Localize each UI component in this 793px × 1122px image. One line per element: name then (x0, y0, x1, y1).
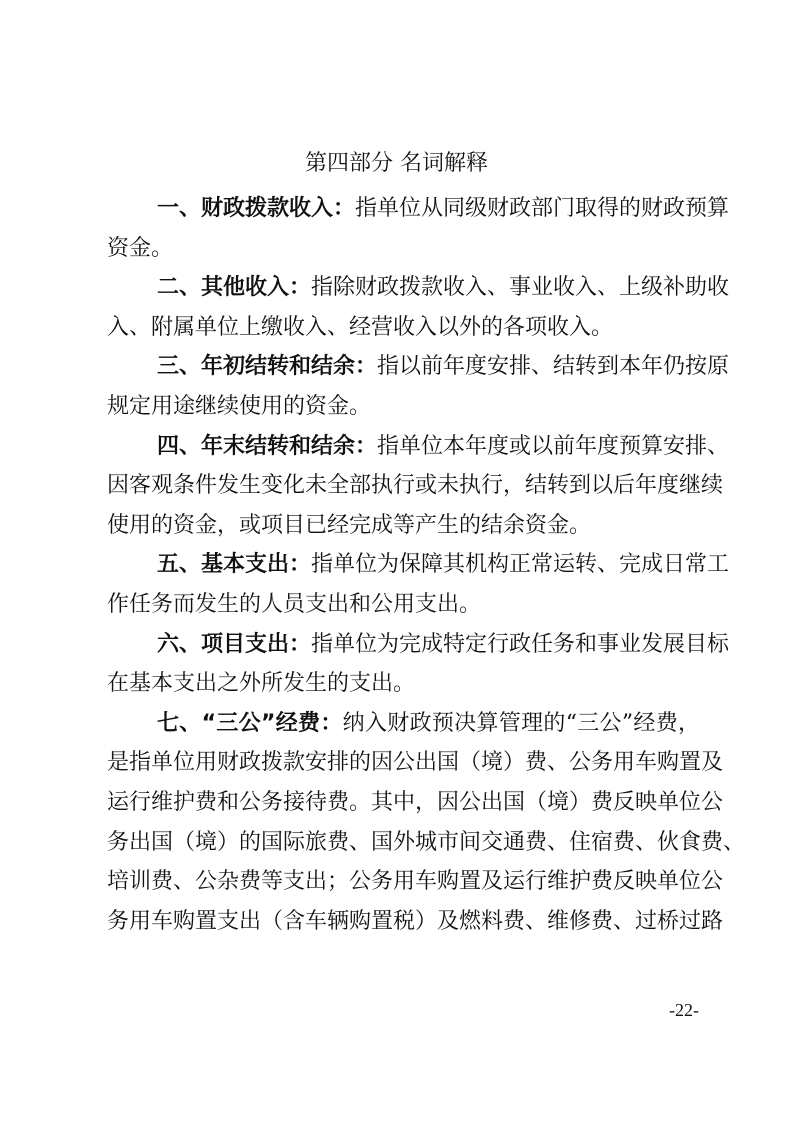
definition-paragraph (107, 189, 730, 268)
text-line (107, 466, 724, 506)
definition-term: 四、年末结转和结余： (157, 433, 378, 459)
text-line (107, 664, 700, 704)
definition-text: 务用车购置支出（含车辆购置税）及燃料费、维修费、过桥过路 (107, 908, 724, 934)
definition-paragraph (107, 427, 730, 546)
definition-paragraph (107, 704, 746, 942)
definition-text: 规定用途继续使用的资金。 (107, 393, 372, 419)
definition-text: 资金。 (107, 235, 174, 261)
definition-term: 一、财政拨款收入： (157, 196, 356, 221)
definition-text: 指以前年度安排、结转到本年仍按原 (377, 354, 730, 380)
text-line (107, 189, 730, 229)
definition-text: 作任务而发生的人员支出和公用支出。 (107, 591, 482, 617)
text-line (107, 823, 746, 863)
definition-text: 因客观条件发生变化未全部执行或未执行，结转到以后年度继续 (107, 473, 724, 499)
definition-text: 使用的资金，或项目已经完成等产生的结余资金。 (107, 512, 592, 538)
definition-text: 运行维护费和公务接待费。其中，因公出国（境）费反映单位公 (107, 789, 724, 815)
definition-paragraph (107, 545, 730, 624)
definition-text: 指单位本年度或以前年度预算安排、 (377, 433, 730, 459)
text-line (107, 585, 700, 625)
text-line (107, 783, 724, 823)
text-line (107, 308, 700, 348)
page-number: -22- (669, 1000, 699, 1020)
definition-text: 指单位从同级财政部门取得的财政预算 (355, 196, 730, 221)
definition-paragraph (107, 268, 730, 347)
text-line (107, 506, 700, 546)
text-line (107, 427, 730, 467)
definition-term: 二、其他收入： (157, 275, 312, 301)
definition-text: 指除财政拨款收入、事业收入、上级补助收 (311, 275, 730, 301)
definition-text: 是指单位用财政拨款安排的因公出国（境）费、公务用车购置及 (107, 750, 724, 776)
definition-text: 纳入财政预决算管理的“三公”经费， (342, 710, 701, 736)
definition-text: 入、附属单位上缴收入、经营收入以外的各项收入。 (107, 314, 614, 340)
definition-text: 在基本支出之外所发生的支出。 (107, 671, 416, 697)
text-line (107, 347, 730, 387)
text-line (107, 229, 700, 269)
definition-text: 培训费、公杂费等支出；公务用车购置及运行维护费反映单位公 (107, 869, 724, 895)
definition-term: 六、项目支出： (157, 631, 312, 657)
page-title: 第四部分 名词解释 (305, 151, 488, 176)
definition-term: 七、“三公”经费： (157, 710, 343, 736)
text-line (107, 862, 724, 902)
text-line (107, 902, 724, 942)
text-line (107, 387, 700, 427)
text-line (107, 625, 730, 665)
definition-term: 五、基本支出： (157, 552, 312, 578)
definition-paragraph (107, 347, 730, 426)
definition-paragraph (107, 625, 730, 704)
definition-term: 三、年初结转和结余： (157, 354, 378, 380)
document-body (107, 189, 746, 941)
text-line (107, 704, 700, 744)
definition-text: 务出国（境）的国际旅费、国外城市间交通费、住宿费、伙食费、 (107, 829, 746, 855)
definition-text: 指单位为完成特定行政任务和事业发展目标 (311, 631, 730, 657)
text-line (107, 743, 724, 783)
text-line (107, 268, 730, 308)
definition-text: 指单位为保障其机构正常运转、完成日常工 (311, 552, 730, 578)
text-line (107, 545, 730, 585)
